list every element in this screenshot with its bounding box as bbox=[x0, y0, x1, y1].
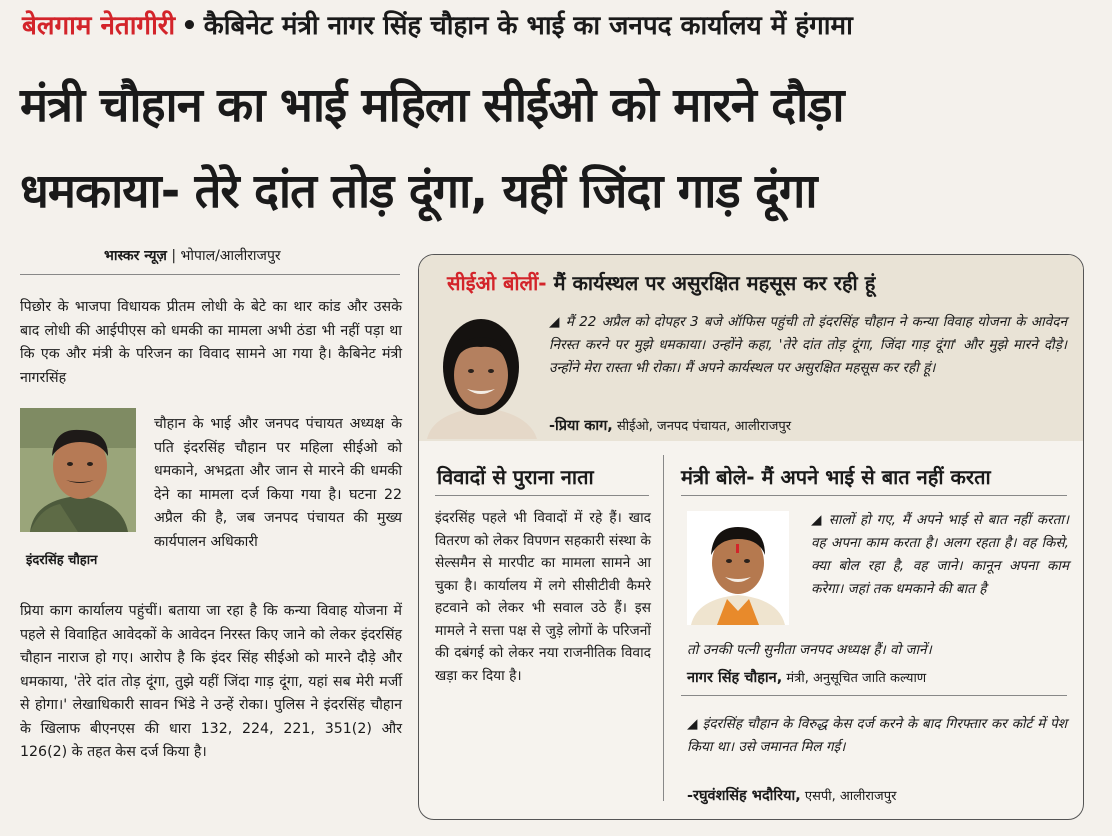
kicker-tag: बेलगाम नेतागीरी bbox=[22, 11, 176, 41]
story-lead: पिछोर के भाजपा विधायक प्रीतम लोधी के बेटे का थार कांड और उसके बाद लोधी की आईपीएस को धमकी का मामला अभी ठंडा भी नहीं पड़ा था कि एक और मंत्री के परिजन का विवाद सामने आ गया है। कैबिनेट मंत्री नागरसिंह bbox=[20, 299, 402, 386]
ceo-box-title-red: सीईओ बोलीं- bbox=[447, 271, 547, 295]
dispute-rule bbox=[435, 495, 649, 496]
byline bbox=[104, 246, 281, 265]
minister-quote-end: तो उनकी पत्नी सुनीता जनपद अध्यक्ष हैं। वो जानें। bbox=[687, 642, 932, 658]
story-wrap-text: चौहान के भाई और जनपद पंचायत अध्यक्ष के पति इंदरसिंह चौहान पर महिला सीईओ को धमकाने, अभद्रता और जान से मारने की धमकी देने का मामला दर्ज किया गया है। घटना 22 अप्रैल की है, जब जनपद पंचायत की मुख्य कार्यपालन अधिकारी bbox=[154, 416, 402, 550]
ceo-box-title bbox=[447, 269, 875, 296]
priya-kag-photo bbox=[421, 303, 543, 439]
column-rule bbox=[20, 274, 400, 275]
ceo-attribution bbox=[549, 415, 791, 435]
quote-mark-icon: ◢ bbox=[811, 512, 829, 528]
headline-line-1: मंत्री चौहान का भाई महिला सीईओ को मारने दौड़ा bbox=[20, 78, 844, 133]
kicker-text: कैबिनेट मंत्री नागर सिंह चौहान के भाई का जनपद कार्यालय में हंगामा bbox=[203, 11, 853, 41]
ceo-name: -प्रिया काग, bbox=[549, 418, 613, 434]
story-body: प्रिया काग कार्यालय पहुंचीं। बताया जा रहा है कि कन्या विवाह योजना में पहले से विवाहित आवेदकों के आवेदन निरस्त किए जाने को लेकर इंदरसिंह चौहान नाराज हो गए। आरोप है कि इंदर सिंह सीईओ को मारने दौड़े और धमकाया, 'तेरे दांत तोड़ दूंगा, तुझे यहीं जिंदा गाड़ दूंगा, यहां सब मेरी मर्जी से होगा।' लेखाधिकारी सावन भिंडे ने उन्हें रोका। पुलिस ने इंदरसिंह चौहान के खिलाफ बीएनएस की धारा 132, 224, 221, 351(2) और 126(2) के तहत केस दर्ज किया है। bbox=[20, 603, 402, 760]
minister-rule bbox=[681, 495, 1067, 496]
byline-place: | भोपाल/आलीराजपुर bbox=[171, 248, 281, 264]
sp-quote bbox=[687, 713, 1067, 759]
dispute-text: इंदरसिंह पहले भी विवादों में रहे हैं। खाद वितरण को लेकर विपणन सहकारी संस्था के सेल्समैन से मारपीट का मामला सामने आ चुका है। कार्यालय में लगे सीसीटीवी कैमरे हटवाने को लेकर भी सवाल उठे हैं। इस मामले ने सत्ता पक्ष से जुड़े लोगों के परिजनों की दबंगई को लेकर नया राजनीतिक विवाद खड़ा कर दिया है। bbox=[435, 510, 651, 684]
nagar-singh-photo bbox=[687, 511, 789, 625]
sp-rule bbox=[681, 695, 1067, 696]
sp-role: एसपी, आलीराजपुर bbox=[804, 789, 897, 804]
ceo-quote bbox=[549, 311, 1067, 380]
inder-singh-caption: इंदरसिंह चौहान bbox=[26, 553, 98, 568]
ceo-quote-text: मैं 22 अप्रैल को दोपहर 3 बजे ऑफिस पहुंची तो इंदरसिंह चौहान ने कन्या विवाह योजना के आवेदन निरस्त करने पर मुझे धमकाया। उन्होंने कहा, 'तेरे दांत तोड़ दूंगा, जिंदा गाड़ दूंगा' और मुझे मारने दौड़े। उन्होंने मेरा रास्ता भी रोका। मैं अपने कार्यस्थल पर असुरक्षित महसूस कर रही हूं। bbox=[549, 314, 1067, 376]
minister-role: मंत्री, अनुसूचित जाति कल्याण bbox=[786, 671, 927, 686]
minister-title: मंत्री बोले- मैं अपने भाई से बात नहीं करता bbox=[681, 465, 991, 489]
inder-singh-photo bbox=[20, 408, 136, 532]
dispute-title: विवादों से पुराना नाता bbox=[437, 465, 594, 489]
minister-quote bbox=[811, 509, 1069, 601]
quote-mark-icon: ◢ bbox=[687, 716, 703, 732]
headline-line-2: धमकाया- तेरे दांत तोड़ दूंगा, यहीं जिंदा गाड़ दूंगा bbox=[20, 164, 817, 219]
kicker-line bbox=[22, 6, 1102, 42]
column-divider bbox=[663, 455, 664, 801]
minister-name: नागर सिंह चौहान, bbox=[687, 670, 783, 686]
byline-source: भास्कर न्यूज़ bbox=[104, 248, 167, 264]
sp-attribution bbox=[687, 785, 896, 805]
ceo-box-title-text: मैं कार्यस्थल पर असुरक्षित महसूस कर रही हूं bbox=[553, 271, 876, 295]
ceo-box bbox=[418, 254, 1084, 820]
sp-quote-text: इंदरसिंह चौहान के विरुद्ध केस दर्ज करने के बाद गिरफ्तार कर कोर्ट में पेश किया था। उसे जमानत मिल गई। bbox=[687, 716, 1068, 755]
minister-quote-text: सालों हो गए, मैं अपने भाई से बात नहीं करता। वह अपना काम करता है। अलग रहता है। वह किसे, क्या बोल रहा है, वह जाने। कानून अपना काम करेगा। जहां तक धमकाने की बात है bbox=[811, 512, 1069, 597]
ceo-role: सीईओ, जनपद पंचायत, आलीराजपुर bbox=[616, 419, 792, 434]
minister-attribution bbox=[687, 667, 926, 687]
quote-mark-icon: ◢ bbox=[549, 314, 566, 330]
kicker-separator: • bbox=[181, 11, 198, 41]
sp-name: -रघुवंशसिंह भदौरिया, bbox=[687, 788, 801, 804]
